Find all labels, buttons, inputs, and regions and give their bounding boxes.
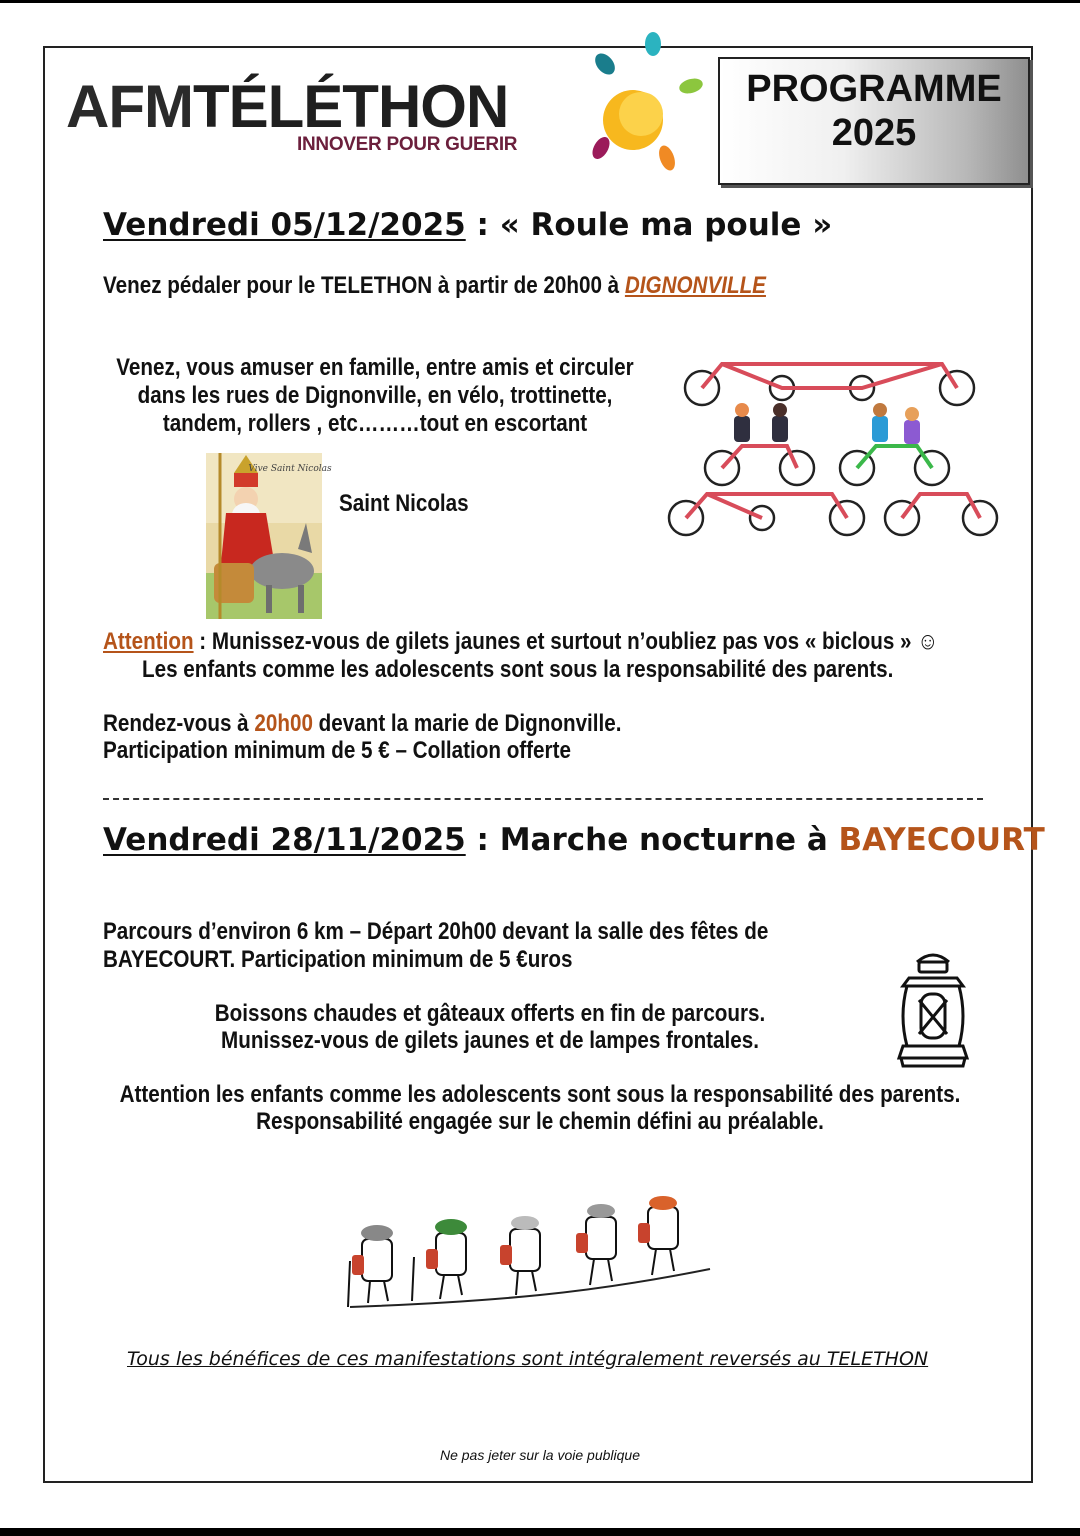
event2-title: : Marche nocturne à bbox=[465, 822, 839, 858]
event2-attention: Attention les enfants comme les adolescents sont sous la responsabilité des parents. bbox=[119, 1081, 961, 1108]
saint-nicolas-label: Saint Nicolas bbox=[339, 490, 469, 517]
event1-participation: Participation minimum de 5 € – Collation offerte bbox=[103, 737, 571, 764]
bottom-border bbox=[0, 1528, 1080, 1536]
event1-place: DIGNONVILLE bbox=[624, 272, 766, 299]
event2-responsibility: Responsabilité engagée sur le chemin défini au préalable. bbox=[256, 1108, 824, 1135]
event1-attention: Attention : Munissez-vous de gilets jaunes et surtout n’oubliez pas vos « biclous » ☺ bbox=[103, 628, 939, 655]
event2-date: Vendredi 28/11/2025 bbox=[103, 822, 466, 858]
logo-tagline: INNOVER POUR GUERIR bbox=[297, 134, 518, 155]
card-text: Vive Saint Nicolas bbox=[248, 464, 332, 474]
event1-date: Vendredi 05/12/2025 bbox=[103, 207, 466, 243]
tandem-bikes-image bbox=[662, 350, 998, 540]
event1-intro: Venez pédaler pour le TELETHON à partir de 20h00 à DIGNONVILLE bbox=[103, 272, 766, 299]
event1-heading bbox=[103, 206, 832, 244]
event2-vests: Munissez-vous de gilets jaunes et de lampes frontales. bbox=[221, 1027, 759, 1054]
disposal-note: Ne pas jeter sur la voie publique bbox=[439, 1447, 640, 1463]
event2-course: Parcours d’environ 6 km – Départ 20h00 devant la salle des fêtes de BAYECOURT. Participation minimum de 5 €uros bbox=[103, 918, 769, 973]
event1-description: Venez, vous amuser en famille, entre amis et circuler dans les rues de Dignonville, en vélo, trottinette, tandem, rollers , etc………tout en escortant bbox=[116, 354, 634, 437]
event1-title: : « Roule ma poule » bbox=[465, 207, 833, 243]
rdv-time: 20h00 bbox=[254, 710, 313, 737]
programme-year: 2025 bbox=[831, 112, 917, 154]
top-border bbox=[0, 0, 1080, 3]
event2-heading bbox=[103, 821, 1045, 859]
event2-drinks: Boissons chaudes et gâteaux offerts en fin de parcours. bbox=[214, 1000, 766, 1027]
saint-nicolas-image bbox=[206, 453, 332, 619]
event1-children-note: Les enfants comme les adolescents sont sous la responsabilité des parents. bbox=[142, 656, 894, 683]
section-divider bbox=[103, 798, 983, 800]
sun-logo-icon bbox=[585, 30, 705, 170]
event1-rdv: Rendez-vous à 20h00 devant la marie de Dignonville. bbox=[103, 710, 622, 737]
programme-label: PROGRAMME bbox=[746, 68, 1002, 110]
attention-label: Attention bbox=[103, 628, 194, 655]
event2-place: BAYECOURT bbox=[838, 822, 1045, 858]
programme-box bbox=[718, 57, 1030, 185]
logo-afmtelethon: AFMTÉLÉTHON bbox=[66, 73, 509, 140]
lantern-icon bbox=[893, 950, 973, 1072]
benefits-note: Tous les bénéfices de ces manifestations sont intégralement reversés au TELETHON bbox=[127, 1348, 929, 1370]
hikers-image bbox=[340, 1195, 720, 1315]
